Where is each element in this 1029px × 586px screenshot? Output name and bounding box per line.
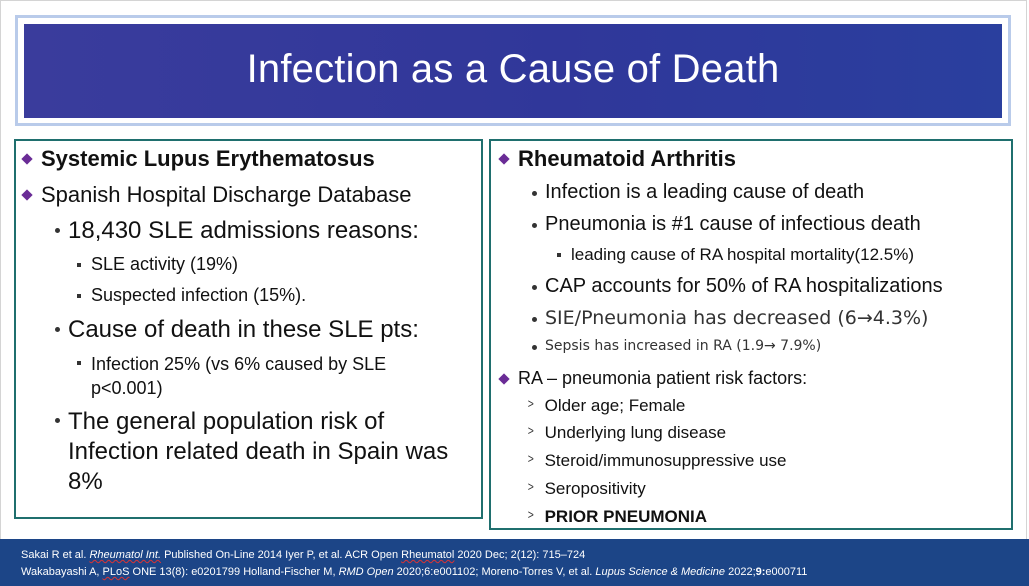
dot-bullet-icon bbox=[532, 317, 537, 322]
ra-point: Pneumonia is #1 cause of infectious death bbox=[545, 213, 921, 235]
ra-point: Sepsis has increased in RA (1.9→ 7.9%) bbox=[545, 338, 822, 354]
chevron-right-icon: > bbox=[527, 451, 534, 466]
dot-bullet-icon bbox=[532, 285, 537, 290]
slide-title: Infection as a Cause of Death bbox=[246, 46, 780, 91]
sle-general-text bbox=[68, 407, 448, 497]
ra-risk-heading-row bbox=[500, 368, 807, 389]
chevron-right-icon: > bbox=[527, 396, 534, 411]
title-banner bbox=[24, 24, 1002, 118]
sle-source-row bbox=[23, 182, 412, 208]
ra-heading-row bbox=[500, 146, 736, 172]
ra-point: CAP accounts for 50% of RA hospitalizations bbox=[545, 275, 943, 297]
diamond-bullet-icon bbox=[21, 153, 32, 164]
dot-bullet-icon bbox=[532, 191, 537, 196]
sle-cause-item-line: Infection 25% (vs 6% caused by SLE bbox=[91, 354, 387, 374]
ra-point-row bbox=[532, 181, 864, 204]
reference-text: Wakabayashi A, bbox=[21, 566, 103, 578]
ra-point-row bbox=[532, 307, 928, 329]
reference-text: 2020 Dec; 2(12): 715–724 bbox=[454, 549, 586, 561]
ra-risk-row bbox=[527, 507, 707, 527]
sle-reason-row bbox=[77, 285, 306, 306]
diamond-bullet-icon bbox=[21, 189, 32, 200]
references-footer bbox=[0, 539, 1029, 586]
reference-text: ONE 13(8): e0201799 Holland-Fischer M, bbox=[129, 566, 339, 578]
chevron-right-icon: > bbox=[527, 479, 534, 494]
reference-text: Sakai R et al. bbox=[21, 549, 90, 561]
dot-bullet-icon bbox=[55, 418, 60, 423]
dot-bullet-icon bbox=[532, 345, 537, 350]
sle-cause-item bbox=[91, 352, 386, 400]
sle-general-line: 8% bbox=[68, 468, 103, 495]
sle-general-row bbox=[55, 407, 448, 497]
square-bullet-icon bbox=[77, 263, 81, 267]
sle-general-line: The general population risk of bbox=[68, 408, 385, 435]
ra-point-row bbox=[532, 213, 921, 236]
reference-journal: Rheumatol bbox=[401, 549, 455, 561]
diamond-bullet-icon bbox=[498, 153, 509, 164]
reference-text: Published On-Line 2014 Iyer P, et al. ACR Open bbox=[161, 549, 402, 561]
reference-text: 2022; bbox=[725, 566, 756, 578]
ra-subpoint: leading cause of RA hospital mortality(12.5%) bbox=[571, 245, 915, 264]
ra-heading: Rheumatoid Arthritis bbox=[518, 146, 736, 171]
reference-line bbox=[21, 549, 585, 561]
chevron-right-icon: > bbox=[527, 423, 534, 438]
square-bullet-icon bbox=[557, 253, 561, 257]
ra-risk-row bbox=[527, 451, 787, 471]
sle-cause-item-row bbox=[77, 352, 386, 400]
ra-risk-row bbox=[527, 396, 685, 416]
reference-text: 2020;6:e001102; Moreno-Torres V, et al. bbox=[393, 566, 596, 578]
chevron-right-icon: > bbox=[527, 507, 534, 522]
reference-journal: Lupus Science & Medicine bbox=[595, 566, 726, 578]
ra-point: SIE/Pneumonia has decreased (6→4.3%) bbox=[545, 307, 929, 329]
square-bullet-icon bbox=[77, 294, 81, 298]
sle-cause-item-line: p<0.001) bbox=[91, 378, 163, 398]
sle-cause-row bbox=[55, 316, 419, 344]
sle-general-line: Infection related death in Spain was bbox=[68, 438, 449, 465]
ra-risk-row bbox=[527, 423, 726, 443]
reference-volume: 9: bbox=[755, 566, 766, 578]
ra-risk: Underlying lung disease bbox=[544, 423, 727, 442]
sle-heading: Systemic Lupus Erythematosus bbox=[41, 146, 375, 171]
dot-bullet-icon bbox=[532, 223, 537, 228]
sle-admissions: 18,430 SLE admissions reasons: bbox=[68, 217, 419, 244]
ra-risk-heading: RA – pneumonia patient risk factors: bbox=[518, 368, 808, 388]
reference-journal: RMD Open bbox=[338, 566, 394, 578]
reference-journal: Rheumatol Int. bbox=[89, 549, 162, 561]
sle-reason-row bbox=[77, 254, 238, 275]
reference-text: e000711 bbox=[765, 566, 808, 578]
sle-reason: Suspected infection (15%). bbox=[91, 285, 307, 305]
sle-heading-row bbox=[23, 146, 375, 172]
ra-subpoint-row bbox=[557, 245, 914, 265]
dot-bullet-icon bbox=[55, 327, 60, 332]
ra-risk: Older age; Female bbox=[544, 396, 686, 415]
ra-risk-row bbox=[527, 479, 646, 499]
ra-point-row bbox=[532, 338, 821, 354]
dot-bullet-icon bbox=[55, 228, 60, 233]
ra-point-row bbox=[532, 275, 943, 298]
sle-cause-heading: Cause of death in these SLE pts: bbox=[68, 316, 419, 343]
reference-journal: PLoS bbox=[102, 566, 130, 578]
ra-risk: Steroid/immunosuppressive use bbox=[544, 451, 787, 470]
sle-reason: SLE activity (19%) bbox=[91, 254, 239, 274]
diamond-bullet-icon bbox=[498, 373, 509, 384]
reference-line bbox=[21, 566, 807, 578]
ra-point: Infection is a leading cause of death bbox=[545, 181, 865, 203]
ra-risk-prior: PRIOR PNEUMONIA bbox=[544, 507, 708, 526]
square-bullet-icon bbox=[77, 361, 81, 365]
sle-admissions-row bbox=[55, 217, 419, 245]
sle-source: Spanish Hospital Discharge Database bbox=[41, 182, 412, 207]
ra-risk: Seropositivity bbox=[544, 479, 646, 498]
